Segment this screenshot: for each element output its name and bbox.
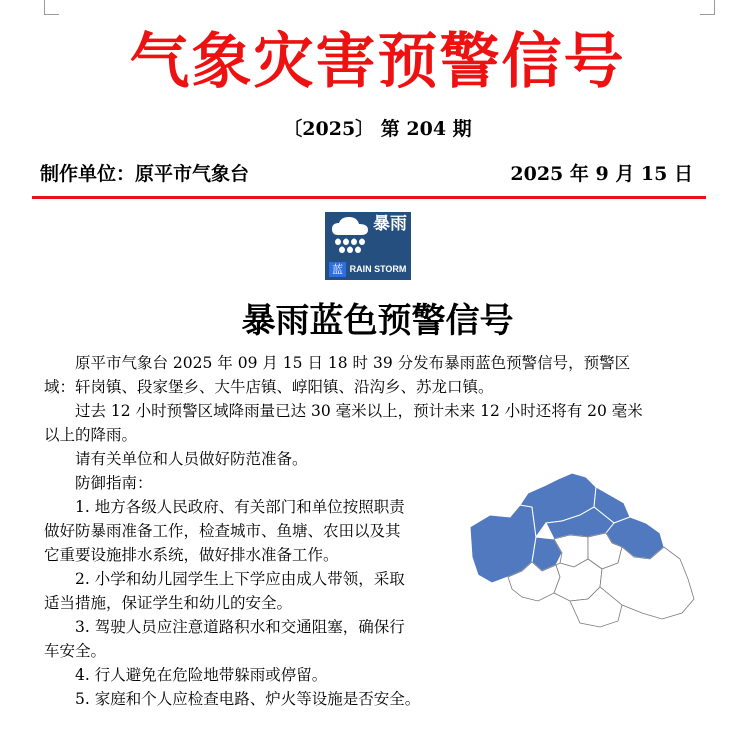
guide-item-1-line3: 它重要设施排水系统，做好排水准备工作。 — [44, 546, 339, 564]
guide-item-3-line2: 车安全。 — [44, 642, 107, 660]
issue-date: 2025 年 9 月 15 日 — [510, 163, 693, 185]
paragraph-issuance-line2: 域：轩岗镇、段家堡乡、大牛店镇、崞阳镇、沿沟乡、苏龙口镇。 — [44, 378, 494, 396]
paragraph-issuance-line1: 原平市气象台 2025 年 09 月 15 日 18 时 39 分发布暴雨蓝色预警信号，预警区 — [75, 354, 631, 372]
defense-guide-heading: 防御指南： — [75, 474, 153, 492]
badge-level-text: 蓝 — [329, 262, 346, 277]
paragraph-rainfall-line2: 以上的降雨。 — [44, 426, 138, 444]
issue-number: 〔2025〕 第 204 期 — [283, 118, 472, 140]
header-red-rule — [32, 196, 706, 199]
badge-rainstorm-text: 暴雨 — [373, 214, 407, 234]
issuing-organization: 制作单位：原平市气象台 — [40, 163, 250, 185]
document-title: 气象灾害预警信号 — [129, 27, 626, 97]
guide-item-1-line1: 1. 地方各级人民政府、有关部门和单位按照职责 — [75, 498, 405, 516]
page-corner-mark-left — [44, 0, 59, 15]
rain-cloud-icon — [328, 215, 372, 257]
guide-item-2-line2: 适当措施，保证学生和幼儿的安全。 — [44, 594, 293, 612]
guide-item-4: 4. 行人避免在危险地带躲雨或停留。 — [75, 666, 328, 684]
guide-item-5: 5. 家庭和个人应检查电路、炉火等设施是否安全。 — [75, 690, 421, 708]
warning-area-map — [462, 467, 702, 630]
signal-title: 暴雨蓝色预警信号 — [241, 301, 514, 341]
paragraph-rainfall-line1: 过去 12 小时预警区域降雨量已达 30 毫米以上，预计未来 12 小时还将有 20 毫米 — [75, 402, 643, 420]
guide-item-1-line2: 做好防暴雨准备工作，检查城市、鱼塘、农田以及其 — [44, 522, 401, 540]
rainstorm-warning-badge — [325, 212, 411, 280]
page-corner-mark-right — [700, 0, 715, 15]
paragraph-prepare: 请有关单位和人员做好防范准备。 — [75, 450, 308, 468]
guide-item-3-line1: 3. 驾驶人员应注意道路积水和交通阻塞，确保行 — [75, 618, 405, 636]
guide-item-2-line1: 2. 小学和幼儿园学生上下学应由成人带领，采取 — [75, 570, 405, 588]
badge-english-text: RAIN STORM — [349, 264, 407, 274]
